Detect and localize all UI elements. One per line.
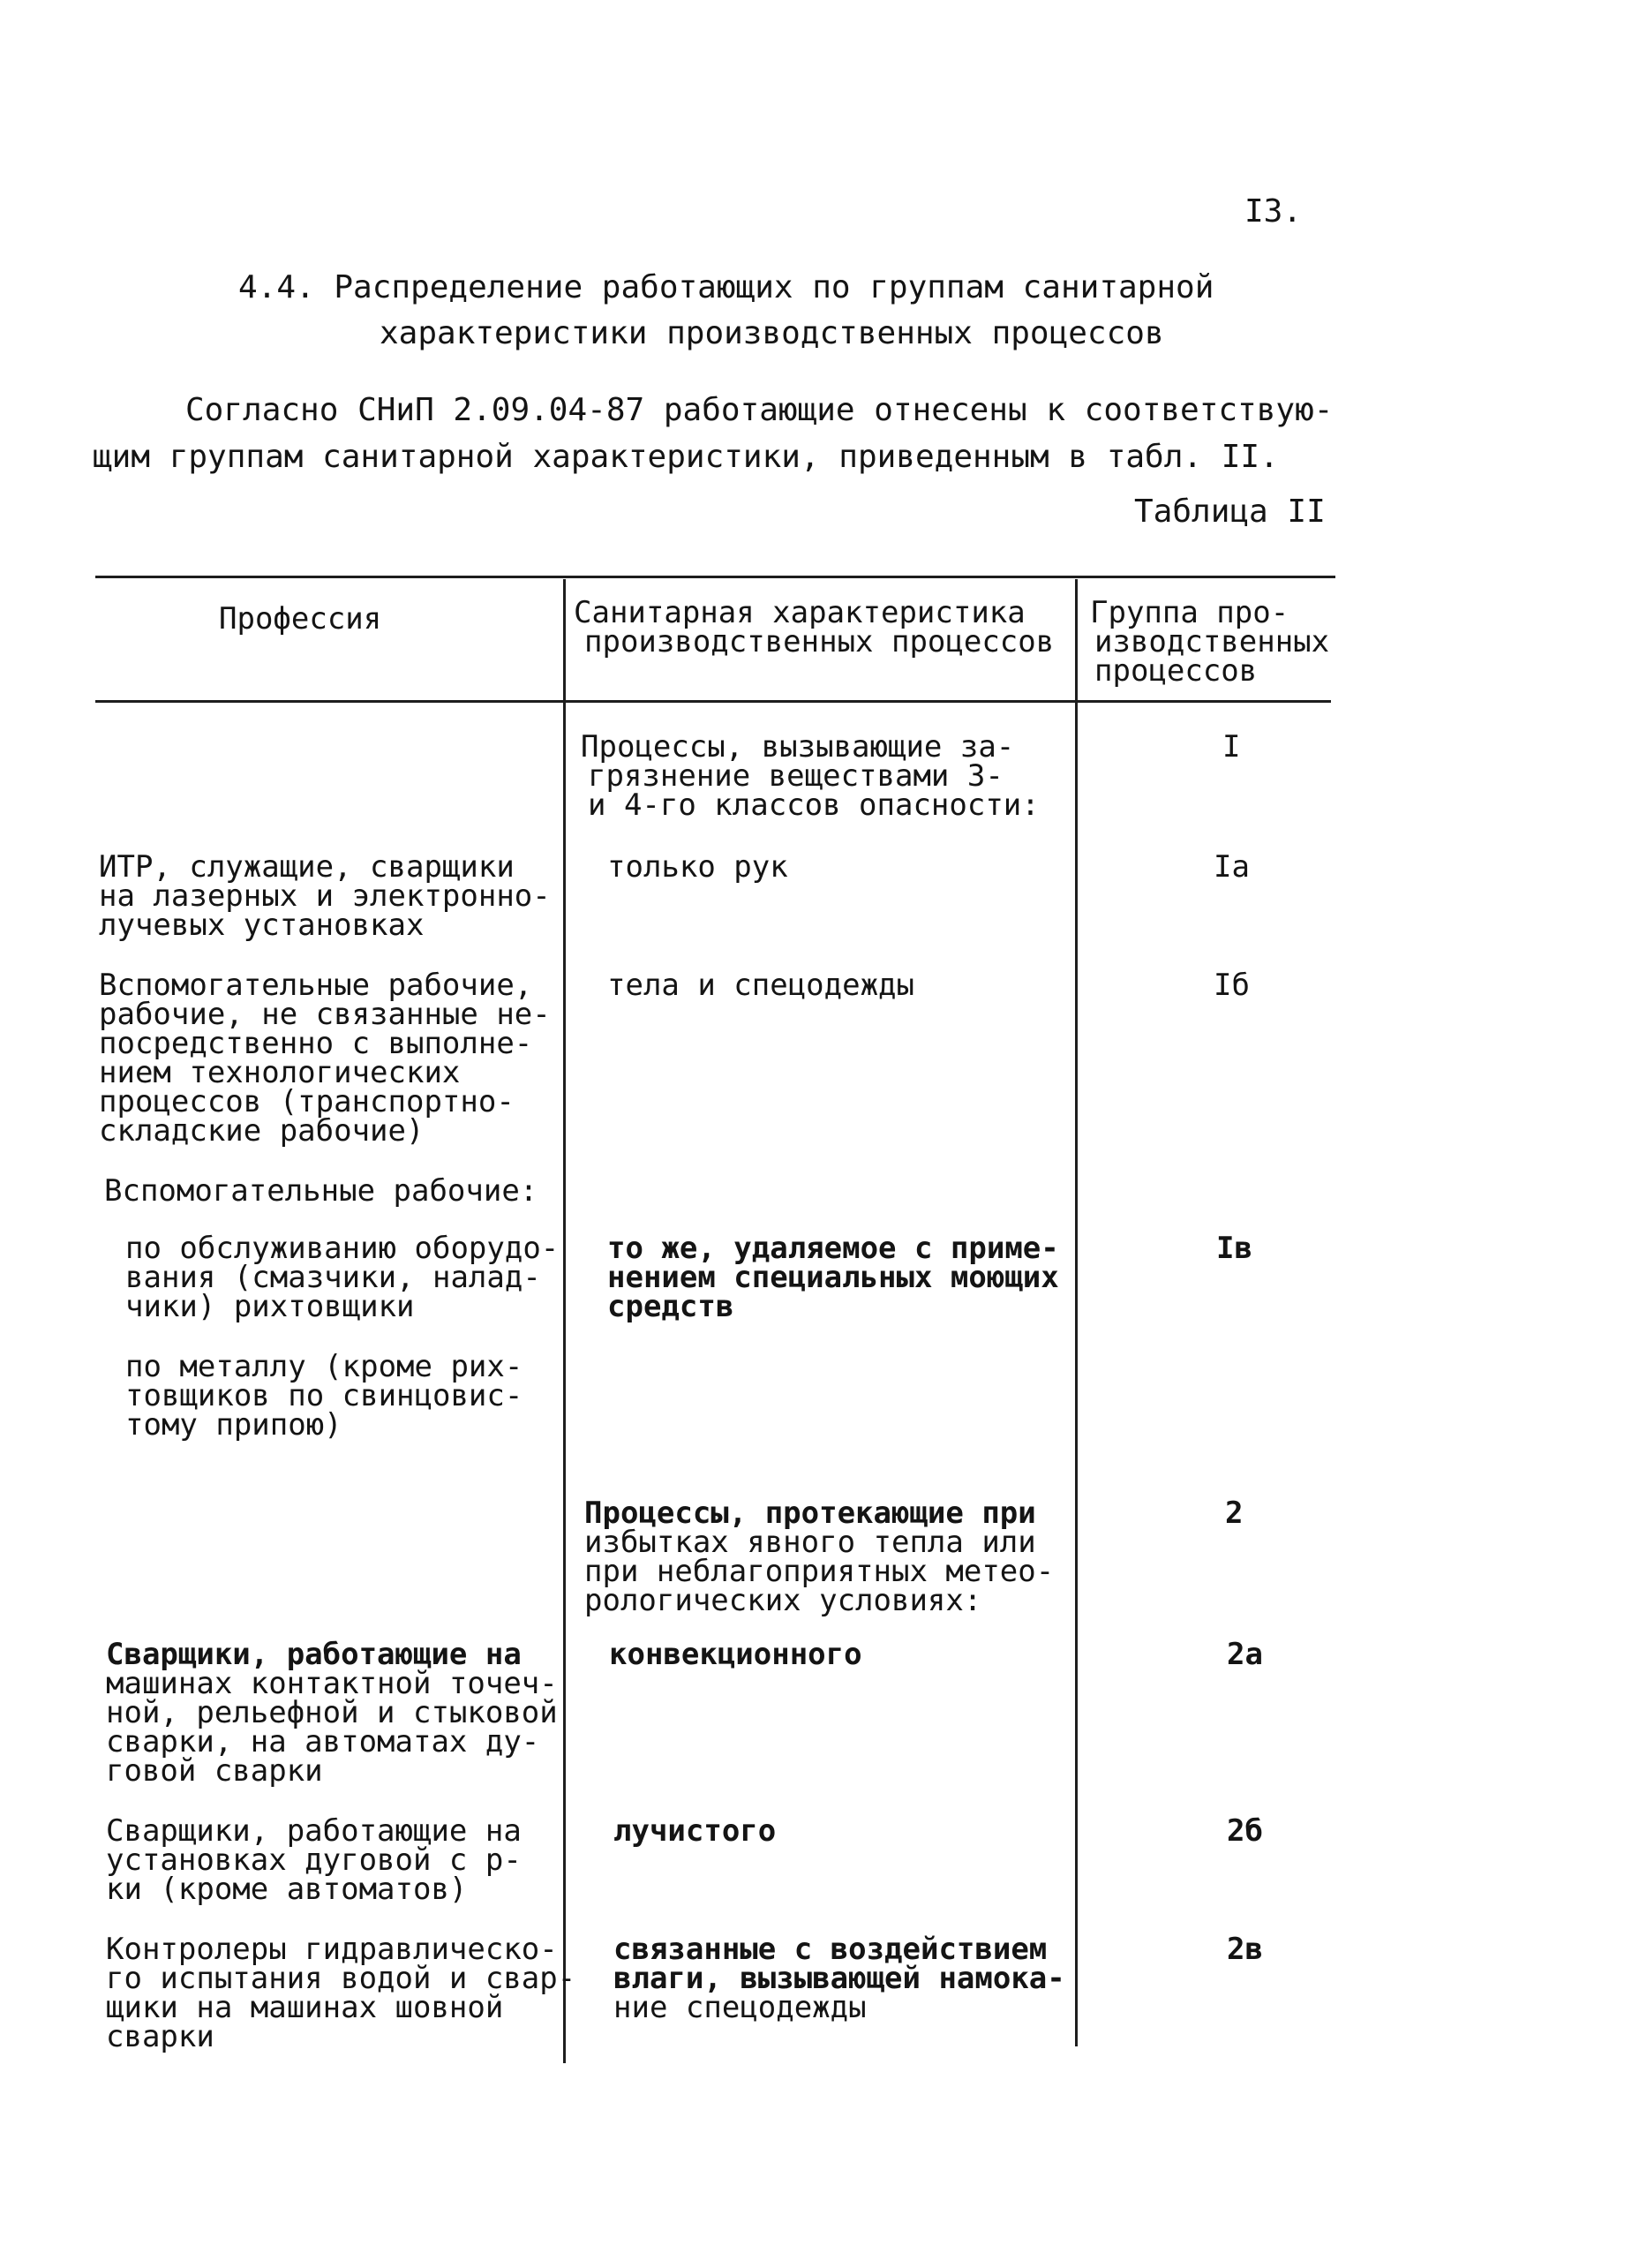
characteristic-line: грязнение веществами 3-: [588, 758, 1004, 794]
characteristic-line: влаги, вызывающей намока-: [613, 1961, 1065, 1996]
group-cell: I: [1222, 729, 1241, 765]
characteristic-line: то же, удаляемое с приме-: [607, 1231, 1059, 1266]
profession-line: вания (смазчики, налад-: [125, 1260, 541, 1295]
characteristic-line: избытках явного тепла или: [584, 1525, 1036, 1560]
table-column-divider-1: [563, 579, 566, 2063]
profession-line: рабочие, не связанные не-: [99, 997, 551, 1032]
header-profession: Профессия: [219, 601, 382, 637]
characteristic-line: Процессы, протекающие при: [584, 1496, 1036, 1531]
header-characteristic-line: Санитарная характеристика: [574, 595, 1026, 630]
header-characteristic-line: производственных процессов: [584, 624, 1055, 659]
profession-line: Вспомогательные рабочие:: [104, 1173, 538, 1209]
profession-line: ной, рельефной и стыковой: [106, 1695, 558, 1730]
intro-line-2: щим группам санитарной характеристики, приведенным в табл. II.: [93, 439, 1279, 475]
profession-line: посредственно с выполне-: [99, 1026, 533, 1061]
characteristic-line: рологических условиях:: [584, 1583, 982, 1618]
profession-line: процессов (транспортно-: [99, 1084, 515, 1119]
profession-line: тому припою): [125, 1407, 342, 1443]
characteristic-line: лучистого: [613, 1813, 777, 1849]
section-title-line-2: характеристики производственных процессов: [380, 315, 1164, 351]
intro-line-1: Согласно СНиП 2.09.04-87 работающие отнесены к соответствую-: [185, 392, 1334, 428]
section-title-line-1: 4.4. Распределение работающих по группам санитарной: [238, 269, 1214, 305]
profession-line: Сварщики, работающие на: [106, 1813, 522, 1849]
group-cell: 2б: [1227, 1813, 1263, 1849]
characteristic-line: средств: [607, 1289, 734, 1324]
profession-line: нием технологических: [99, 1055, 461, 1090]
header-group-line: Группа про-: [1090, 595, 1289, 630]
characteristic-line: Процессы, вызывающие за-: [581, 729, 1015, 765]
profession-line: го испытания водой и свар-: [106, 1961, 576, 1996]
profession-line: щики на машинах шовной: [106, 1990, 504, 2025]
profession-line: по обслуживанию оборудо-: [125, 1231, 560, 1266]
profession-line: лучевых установках: [99, 908, 425, 943]
profession-line: Контролеры гидравлическо-: [106, 1932, 558, 1967]
group-cell: Iв: [1216, 1231, 1252, 1266]
table-column-divider-2: [1075, 579, 1078, 2046]
characteristic-line: конвекционного: [609, 1637, 862, 1672]
profession-line: Вспомогательные рабочие,: [99, 968, 533, 1003]
profession-line: установках дуговой с р-: [106, 1842, 522, 1878]
profession-line: ИТР, служащие, сварщики: [99, 849, 515, 885]
profession-line: ки (кроме автоматов): [106, 1872, 468, 1907]
characteristic-line: нением специальных моющих: [607, 1260, 1059, 1295]
characteristic-line: и 4-го классов опасности:: [588, 787, 1040, 823]
characteristic-line: при неблагоприятных метео-: [584, 1554, 1055, 1589]
characteristic-line: связанные с воздействием: [613, 1932, 1048, 1967]
profession-line: складские рабочие): [99, 1113, 425, 1149]
profession-line: Сварщики, работающие на: [106, 1637, 522, 1672]
group-cell: 2а: [1227, 1637, 1263, 1672]
group-cell: 2: [1225, 1496, 1244, 1531]
profession-line: товщиков по свинцовис-: [125, 1378, 523, 1413]
characteristic-line: тела и спецодежды: [607, 968, 914, 1003]
profession-line: говой сварки: [106, 1753, 323, 1789]
group-cell: Iб: [1214, 968, 1250, 1003]
profession-line: на лазерных и электронно-: [99, 878, 551, 914]
profession-line: сварки, на автоматах ду-: [106, 1724, 540, 1759]
header-group-line: изводственных: [1094, 624, 1330, 659]
table-top-rule: [95, 576, 1335, 578]
table-header-rule: [95, 700, 1331, 703]
table-caption: Таблица II: [1134, 494, 1326, 530]
characteristic-line: ние спецодежды: [613, 1990, 867, 2025]
profession-line: сварки: [106, 2019, 214, 2054]
header-group-line: процессов: [1094, 653, 1258, 689]
characteristic-line: только рук: [607, 849, 788, 885]
profession-line: машинах контактной точеч-: [106, 1666, 558, 1701]
group-cell: 2в: [1227, 1932, 1263, 1967]
profession-line: чики) рихтовщики: [125, 1289, 415, 1324]
group-cell: Iа: [1214, 849, 1250, 885]
page-number: I3.: [1244, 193, 1303, 230]
profession-line: по металлу (кроме рих-: [125, 1349, 523, 1384]
